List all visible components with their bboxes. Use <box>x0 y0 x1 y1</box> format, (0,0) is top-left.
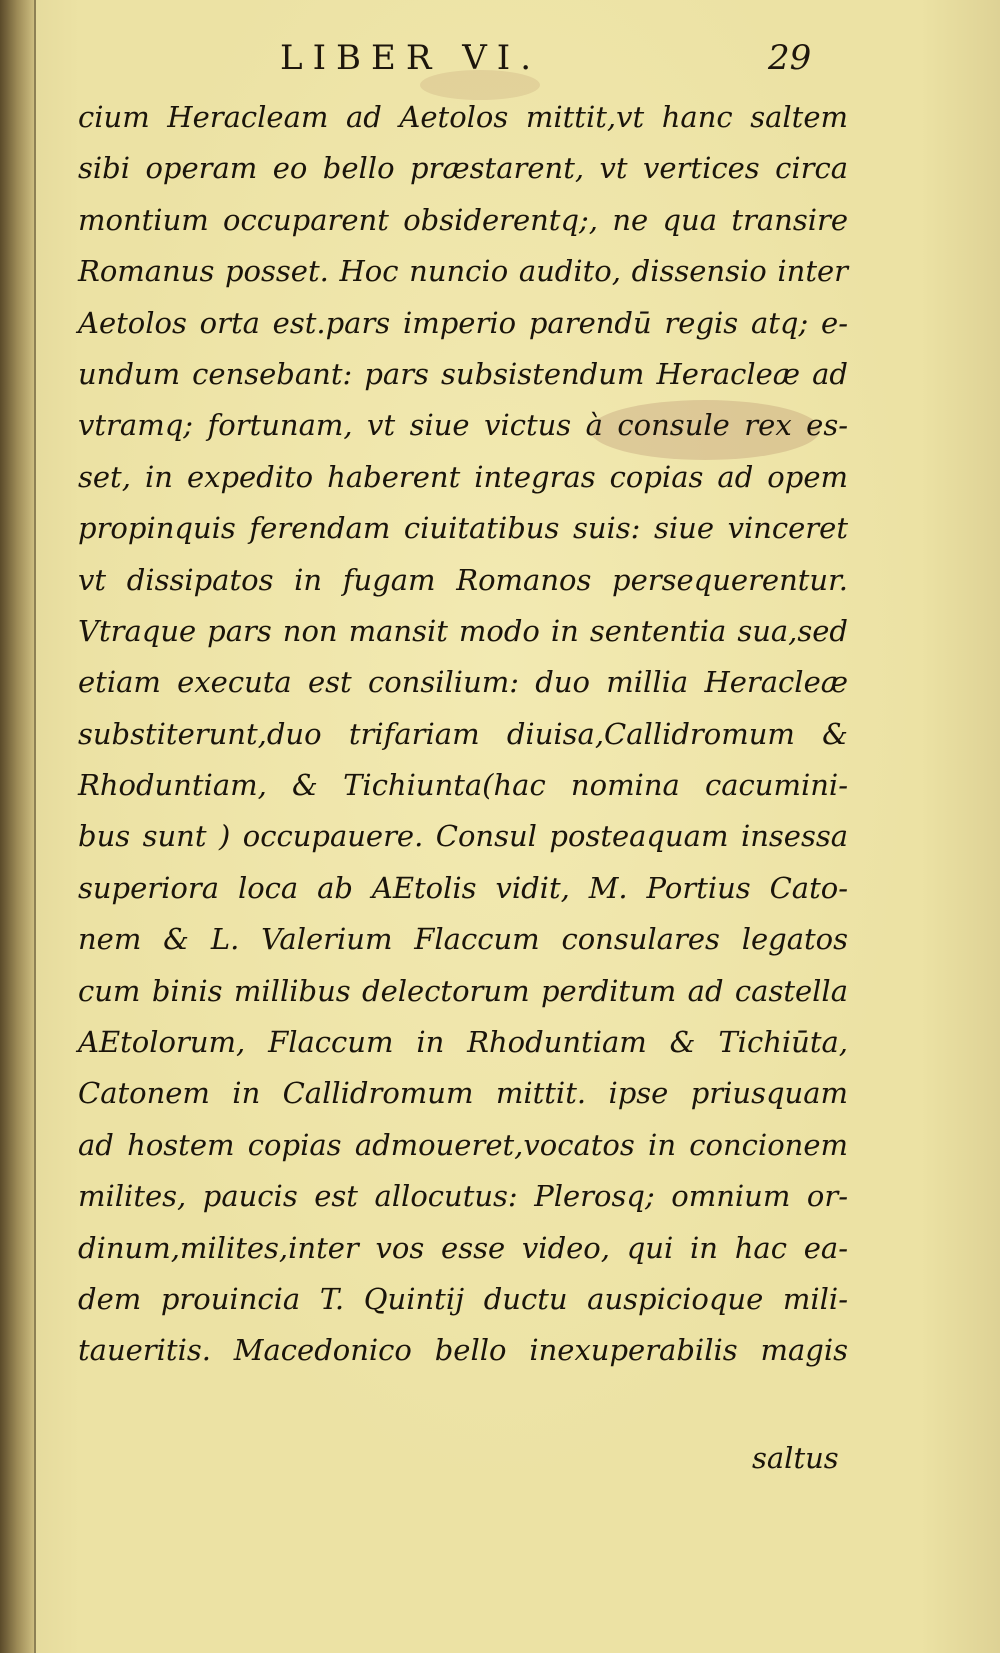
text-line: cium Heracleam ad Aetolos mittit,vt hanc saltem <box>78 100 848 134</box>
text-line: cum binis millibus delectorum perditum ad castella <box>78 973 848 1008</box>
text-line: milites, paucis est allocutus: Plerosq; omnium or- <box>78 1179 848 1214</box>
page-number: 29 <box>768 38 812 78</box>
text-line: Romanus posset. Hoc nuncio audito, dissensio inter <box>78 254 848 289</box>
text-line: substiterunt,duo trifariam diuisa,Callidromum & <box>78 716 848 751</box>
text-line: superiora loca ab AEtolis vidit, M. Portius Cato- <box>78 870 848 905</box>
text-line: dinum,milites,inter vos esse video, qui in hac ea- <box>78 1230 848 1265</box>
text-line: propinquis ferendam ciuitatibus suis: siue vinceret <box>78 511 848 546</box>
text-line: sibi operam eo bello præstarent, vt vertices circa <box>78 151 848 186</box>
text-line: undum censebant: pars subsistendum Heracleæ ad <box>78 356 848 391</box>
text-line: AEtolorum, Flaccum in Rhoduntiam & Tichiūta, <box>78 1025 848 1060</box>
text-line: nem & L. Valerium Flaccum consulares legatos <box>78 922 848 957</box>
text-line: montium occuparent obsiderentq;, ne qua transire <box>78 202 848 237</box>
text-line: etiam executa est consilium: duo millia Heracleæ <box>78 665 848 700</box>
text-line: bus sunt ) occupauere. Consul posteaquam insessa <box>78 819 848 854</box>
text-line: set, in expedito haberent integras copias ad opem <box>78 459 848 494</box>
text-line: vtramq; fortunam, vt siue victus à consule rex es- <box>78 408 848 443</box>
text-line: Vtraque pars non mansit modo in sententia sua,sed <box>78 613 848 648</box>
text-line: taueritis. Macedonico bello inexuperabilis magis <box>78 1333 848 1368</box>
text-line: Catonem in Callidromum mittit. ipse priusquam <box>78 1076 848 1111</box>
text-line: Aetolos orta est.pars imperio parendū regis atq; e- <box>78 305 848 340</box>
catchword: saltus <box>752 1441 839 1475</box>
text-line: vt dissipatos in fugam Romanos persequerentur. <box>78 562 848 597</box>
text-line: ad hostem copias admoueret,vocatos in concionem <box>78 1127 848 1162</box>
text-line: Rhoduntiam, & Tichiunta(hac nomina cacumini- <box>78 768 848 803</box>
gutter-edge <box>34 0 36 1653</box>
running-head: LIBER VI. <box>280 38 542 78</box>
book-gutter <box>0 0 34 1653</box>
body-text <box>78 92 848 1377</box>
text-line: dem prouincia T. Quintij ductu auspicioque mili- <box>78 1281 848 1316</box>
